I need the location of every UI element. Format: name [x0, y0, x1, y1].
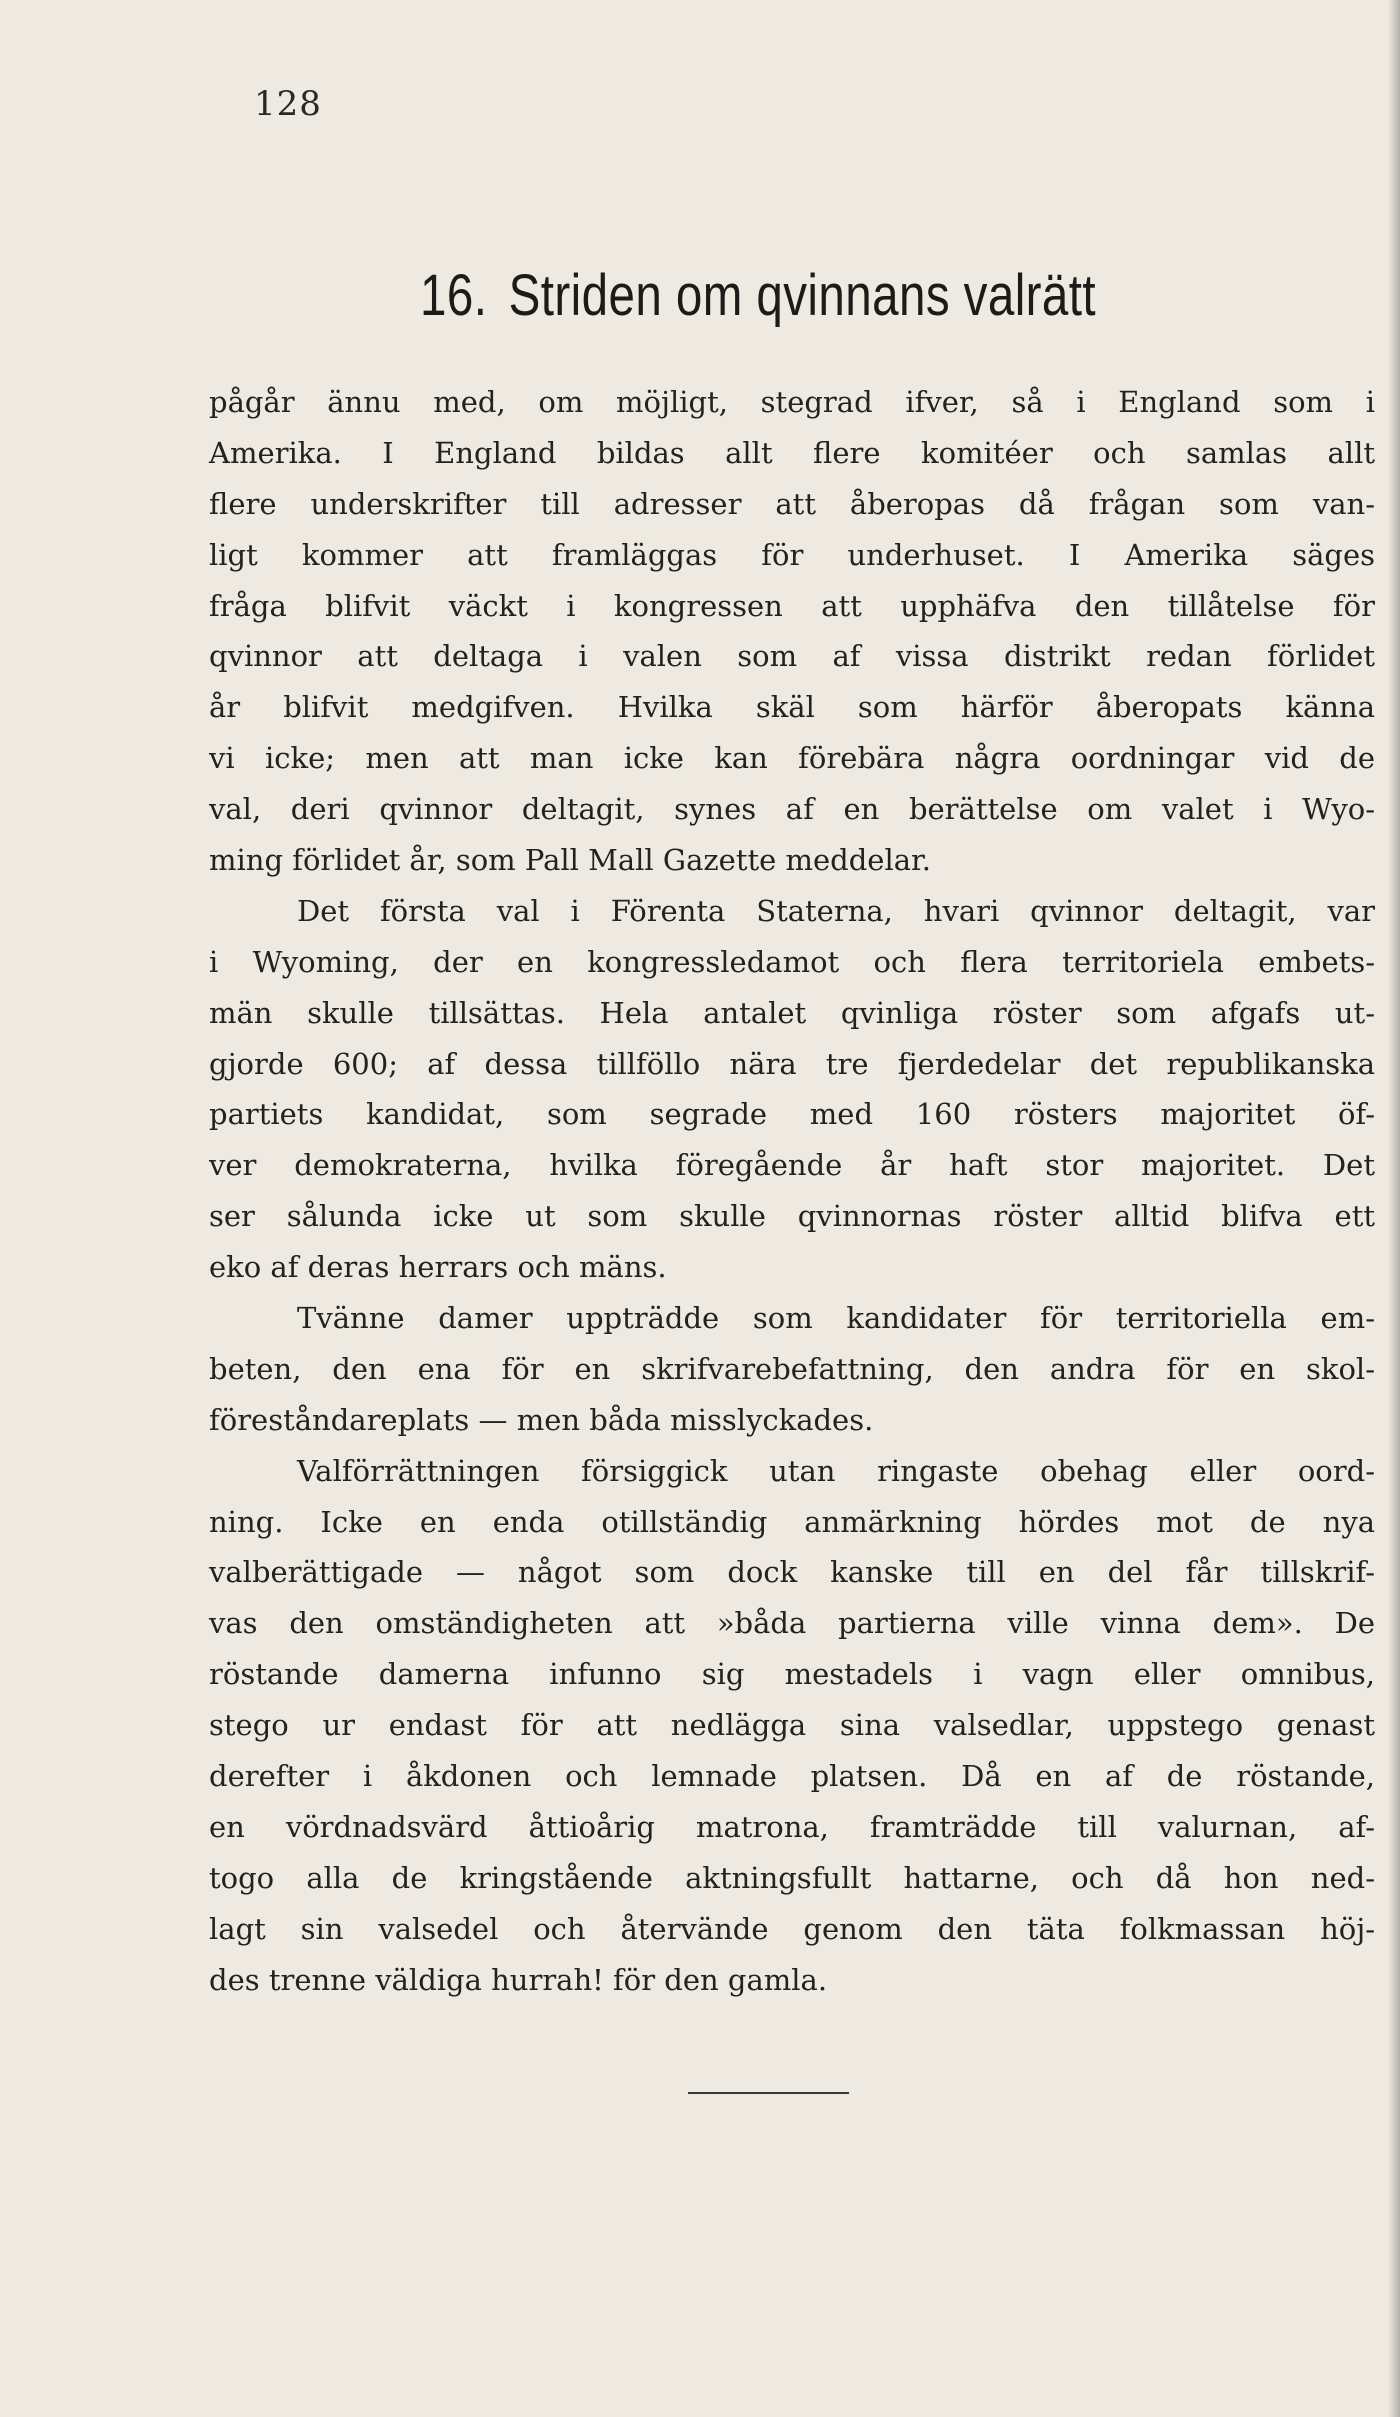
text-line: eko af deras herrars och mäns. — [209, 1250, 667, 1285]
text-line: derefter i åkdonen och lemnade platsen. Då en af de röstande, — [209, 1759, 1375, 1794]
text-line: ning. Icke en enda otillständig anmärkning hördes mot de nya — [209, 1504, 1375, 1539]
text-line: en vördnadsvärd åttioårig matrona, framträdde till valurnan, af- — [209, 1809, 1375, 1844]
text-line: gjorde 600; af dessa tillföllo nära tre fjerdedelar det republikanska — [209, 1046, 1375, 1081]
text-line: Amerika. I England bildas allt flere komitéer och samlas allt — [209, 435, 1375, 470]
text-line: valberättigade — något som dock kanske till en del får tillskrif- — [209, 1555, 1375, 1590]
text-line: ming förlidet år, som Pall Mall Gazette meddelar. — [209, 843, 931, 878]
chapter-title: Striden om qvinnans valrätt — [508, 263, 1097, 328]
text-line: togo alla de kringstående aktningsfullt hattarne, och då hon ned- — [209, 1860, 1375, 1895]
chapter-heading — [420, 262, 1096, 329]
paragraph-start-line: Det första val i Förenta Staterna, hvari qvinnor deltagit, var — [297, 893, 1375, 928]
text-line: år blifvit medgifven. Hvilka skäl som härför åberopats känna — [209, 690, 1375, 725]
text-line: vi icke; men att man icke kan förebära några oordningar vid de — [209, 741, 1375, 776]
paragraph-start-line: Tvänne damer uppträdde som kandidater för territoriella em- — [297, 1301, 1375, 1336]
page-number: 128 — [254, 84, 322, 124]
text-line: män skulle tillsättas. Hela antalet qvinliga röster som afgafs ut- — [209, 995, 1375, 1030]
paragraph-start-line: Valförrättningen försiggick utan ringaste obehag eller oord- — [297, 1453, 1375, 1488]
end-rule-divider — [688, 2092, 849, 2094]
text-line: ligt kommer att framläggas för underhuset. I Amerika säges — [209, 537, 1375, 572]
text-line: vas den omständigheten att »båda partierna ville vinna dem». De — [209, 1606, 1375, 1641]
text-line: fråga blifvit väckt i kongressen att upphäfva den tillåtelse för — [209, 588, 1375, 623]
text-line: qvinnor att deltaga i valen som af vissa distrikt redan förlidet — [209, 639, 1375, 674]
text-line: ser sålunda icke ut som skulle qvinnornas röster alltid blifva ett — [209, 1199, 1375, 1234]
text-line: beten, den ena för en skrifvarebefattning, den andra för en skol- — [209, 1351, 1375, 1386]
text-line: i Wyoming, der en kongressledamot och flera territoriela embets- — [209, 944, 1375, 979]
text-line: partiets kandidat, som segrade med 160 rösters majoritet öf- — [209, 1097, 1375, 1132]
text-line: flere underskrifter till adresser att åberopas då frågan som van- — [209, 486, 1375, 521]
text-line: röstande damerna infunno sig mestadels i vagn eller omnibus, — [209, 1657, 1375, 1692]
text-line: stego ur endast för att nedlägga sina valsedlar, uppstego genast — [209, 1708, 1375, 1743]
chapter-body — [209, 377, 1375, 2006]
chapter-number: 16. — [420, 263, 488, 328]
text-line: ver demokraterna, hvilka föregående år haft stor majoritet. Det — [209, 1148, 1375, 1183]
text-line: lagt sin valsedel och återvände genom den täta folkmassan höj- — [209, 1911, 1375, 1946]
page-edge-shadow — [1388, 0, 1400, 2417]
text-line: pågår ännu med, om möjligt, stegrad ifver, så i England som i — [209, 385, 1375, 419]
text-line: val, deri qvinnor deltagit, synes af en berättelse om valet i Wyo- — [209, 792, 1375, 827]
text-line: des trenne väldiga hurrah! för den gamla. — [209, 1962, 828, 1997]
text-line: föreståndareplats — men båda misslyckades. — [209, 1402, 874, 1437]
